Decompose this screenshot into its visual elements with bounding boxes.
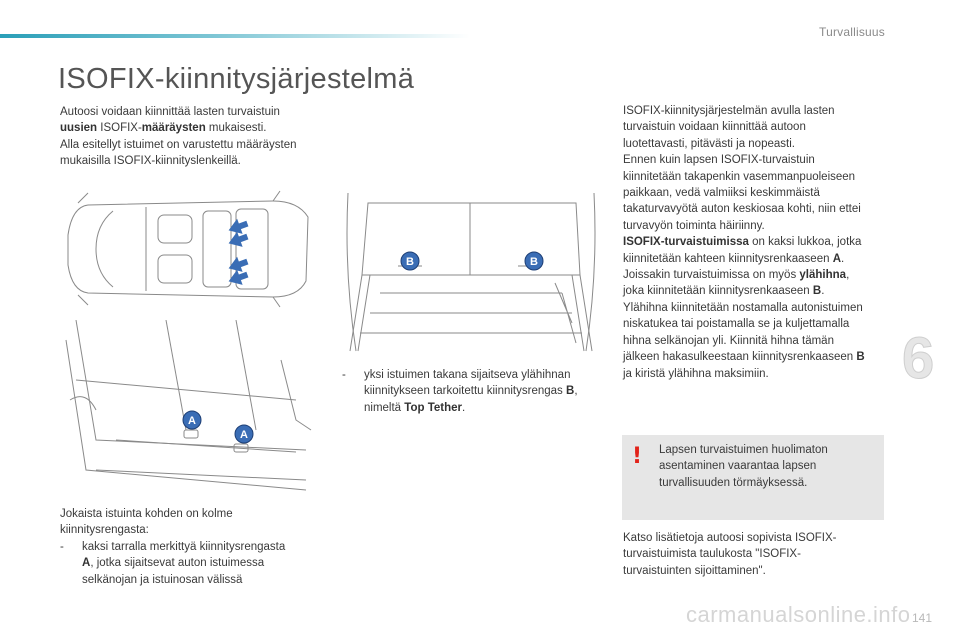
see-also-line: Katso lisätietoja autoosi sopivista ISOFIX- [623,532,837,544]
right-line: niskatukea tai poistamalla se ja kuljettamalla [623,318,850,331]
rings-line [82,555,285,571]
ring-a-ref: A [82,557,91,570]
right-text: joka kiinnitetään kiinnitysrenkaaseen [623,285,813,298]
right-line: Ennen kuin lapsen ISOFIX-turvaistuin [623,154,815,167]
rings-line: kaksi tarralla merkittyä kiinnitysrengasta [82,540,286,553]
right-line: ISOFIX-kiinnitysjärjestelmän avulla lasten [623,105,835,117]
tether-text: kiinnitykseen tarkoitettu kiinnitysrengas [364,385,566,398]
intro-bold-maaraysten: määräysten [141,122,206,135]
rings-paragraph [60,506,330,588]
intro-line [60,120,330,136]
warning-text [659,442,879,491]
right-line: turvavyön toiminta häiriinny. [623,219,765,232]
intro-text: ISOFIX- [97,122,142,135]
ring-b-left-badge [401,252,419,270]
intro-line: Alla esitellyt istuimet on varustettu määräysten [60,138,297,151]
intro-paragraph [60,104,330,170]
tether-text: nimeltä [364,401,405,414]
right-text: , [846,269,850,282]
see-also-paragraph [623,530,893,579]
rings-text: , jotka sijaitsevat auton istuimessa [90,557,265,570]
rings-line: kiinnitysrengasta: [60,524,149,537]
right-line: kiinnitetään takapenkin vasemmanpuoleiseen [623,170,856,183]
rings-line: selkänojan ja istuinosan välissä [82,573,243,586]
ring-b-right-badge [525,252,543,270]
rings-list-item-a [60,539,330,588]
right-line [623,349,893,365]
top-tether-name: Top Tether [404,401,462,414]
right-text: . [841,252,845,265]
right-text: on kaksi lukkoa, jotka [748,236,862,249]
see-also-line: turvaistuimista taulukosta "ISOFIX- [623,548,801,561]
right-text: Joissakin turvaistuimissa on myös [623,269,800,282]
right-text: kiinnitetään kahteen kiinnitysrenkaaseen [623,252,833,265]
intro-line: Autoosi voidaan kiinnittää lasten turvaistuin [60,106,280,118]
right-line: luotettavasti, pitävästi ja nopeasti. [623,137,795,150]
right-line: ja kiristä ylähihna maksimiin. [623,367,769,380]
warning-box [622,435,884,520]
rings-line: Jokaista istuinta kohden on kolme [60,508,233,520]
list-dash: - [342,369,346,381]
ring-b-label: B [406,256,414,268]
right-line: takaturvavyötä auton keskiosaa kohti, niin ettei [623,203,861,216]
right-line [623,283,893,299]
seat-view-figure [56,320,318,500]
right-text: . [821,285,825,298]
right-column-paragraph [623,103,893,382]
watermark: carmanualsonline.info [686,602,911,627]
right-line [623,234,893,250]
tether-line [364,383,578,399]
right-line: paikkaan, vedä valmiiksi keskimmäistä [623,187,820,200]
car-top-view-figure [58,185,316,313]
ring-a-left-badge [183,411,201,429]
ring-a-label: A [188,415,196,427]
ring-a-label: A [240,429,248,441]
tether-text: , [574,385,578,398]
ring-b-ref: B [812,285,822,298]
warning-icon: ! [632,444,643,469]
ring-b-label: B [530,256,538,268]
page-title: ISOFIX-kiinnitysjärjestelmä [58,63,415,95]
right-line: hihna selkänojan yli. Kiinnitä hihna tämän [623,334,834,347]
tether-line [364,400,578,416]
right-line: turvaistuin voidaan kiinnittää autoon [623,121,806,134]
ring-b-ref: B [856,351,865,364]
ring-b-ref: B [566,385,575,398]
see-also-line: turvaistuinten sijoittaminen". [623,564,766,577]
rings-list-item-b [342,367,604,416]
intro-bold-uusien: uusien [60,122,98,135]
ring-a-ref: A [832,252,842,265]
warning-line: asentaminen vaarantaa lapsen [659,460,817,473]
upper-strap-bold: ylähihna [799,269,847,282]
intro-text: mukaisesti. [205,122,267,135]
tether-line: yksi istuimen takana sijaitseva ylähihnan [364,369,571,381]
right-line: Ylähihna kiinnitetään nostamalla autonistuimen [623,301,863,314]
top-tether-paragraph [342,367,604,416]
right-text: jälkeen hakasulkeestaan kiinnitysrenkaaseen [623,351,857,364]
chapter-number: 6 [902,326,935,391]
isofix-seats-bold: ISOFIX-turvaistuimissa [623,236,749,249]
ring-a-right-badge [235,425,253,443]
page-number: 141 [912,611,933,625]
list-dash: - [60,540,64,553]
tether-text: . [462,401,466,414]
warning-line: turvallisuuden törmäyksessä. [659,476,808,489]
intro-line: mukaisilla ISOFIX-kiinnityslenkeillä. [60,155,241,168]
section-title: Turvallisuus [819,25,885,39]
trunk-view-figure [340,183,602,358]
right-line [623,267,893,283]
header-accent-bar [0,34,470,38]
warning-line: Lapsen turvaistuimen huolimaton [659,444,828,456]
right-line [623,251,893,267]
